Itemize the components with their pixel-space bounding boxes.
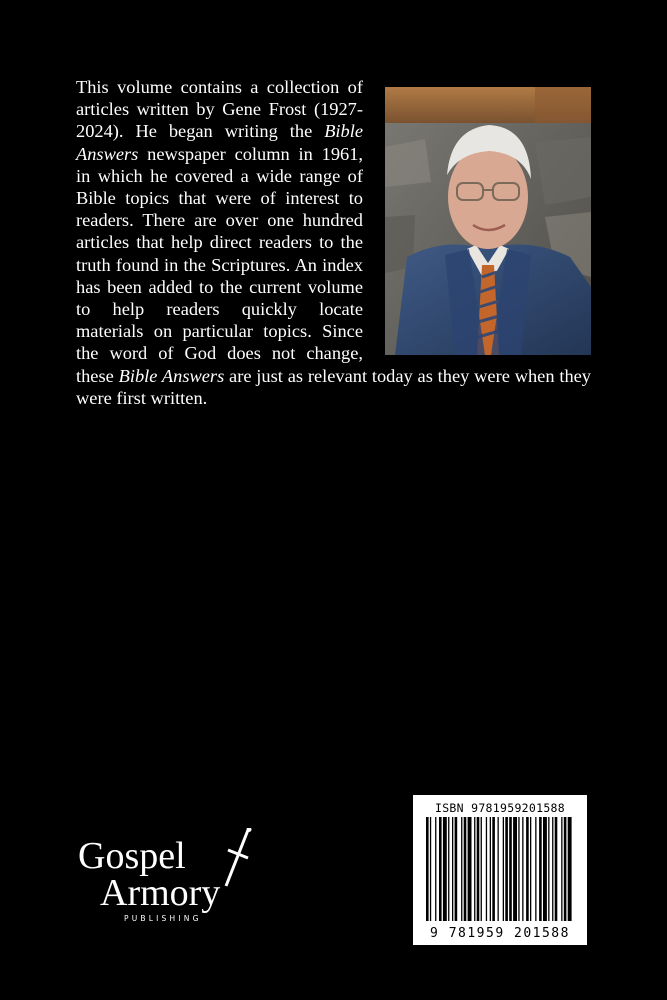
publisher-name-line2: Armory xyxy=(100,872,221,914)
back-cover-blurb xyxy=(76,76,591,409)
isbn-digits: 9 781959 201588 xyxy=(430,926,570,941)
publisher-name-line1: Gospel xyxy=(78,835,186,877)
barcode-bars xyxy=(424,817,576,923)
sword-icon xyxy=(226,828,252,886)
publisher-name-line3: PUBLISHING xyxy=(124,914,202,923)
publisher-logo xyxy=(78,828,258,928)
series-title: Bible Answers xyxy=(118,365,225,386)
portrait-photo-icon xyxy=(385,87,591,355)
isbn-barcode xyxy=(413,795,587,945)
series-title: Bible Answers xyxy=(76,121,363,164)
isbn-label: ISBN 9781959201588 xyxy=(434,801,566,815)
author-photo xyxy=(385,87,591,355)
blurb-text: This volume contains a collection of articles written by Gene Frost (1927-2024). He began writing the Bible Answers newspaper column in 1961, in which he covered a wide range of Bible topics that were of interest to readers. There are over one hundred articles that help direct readers to the truth found in the Scriptures. An index has been added to the current volume to help readers quickly locate materials on particular topics. Since the word of God does not change, these Bible Answers are just as relevant today as they were when they were first written. xyxy=(76,77,592,408)
